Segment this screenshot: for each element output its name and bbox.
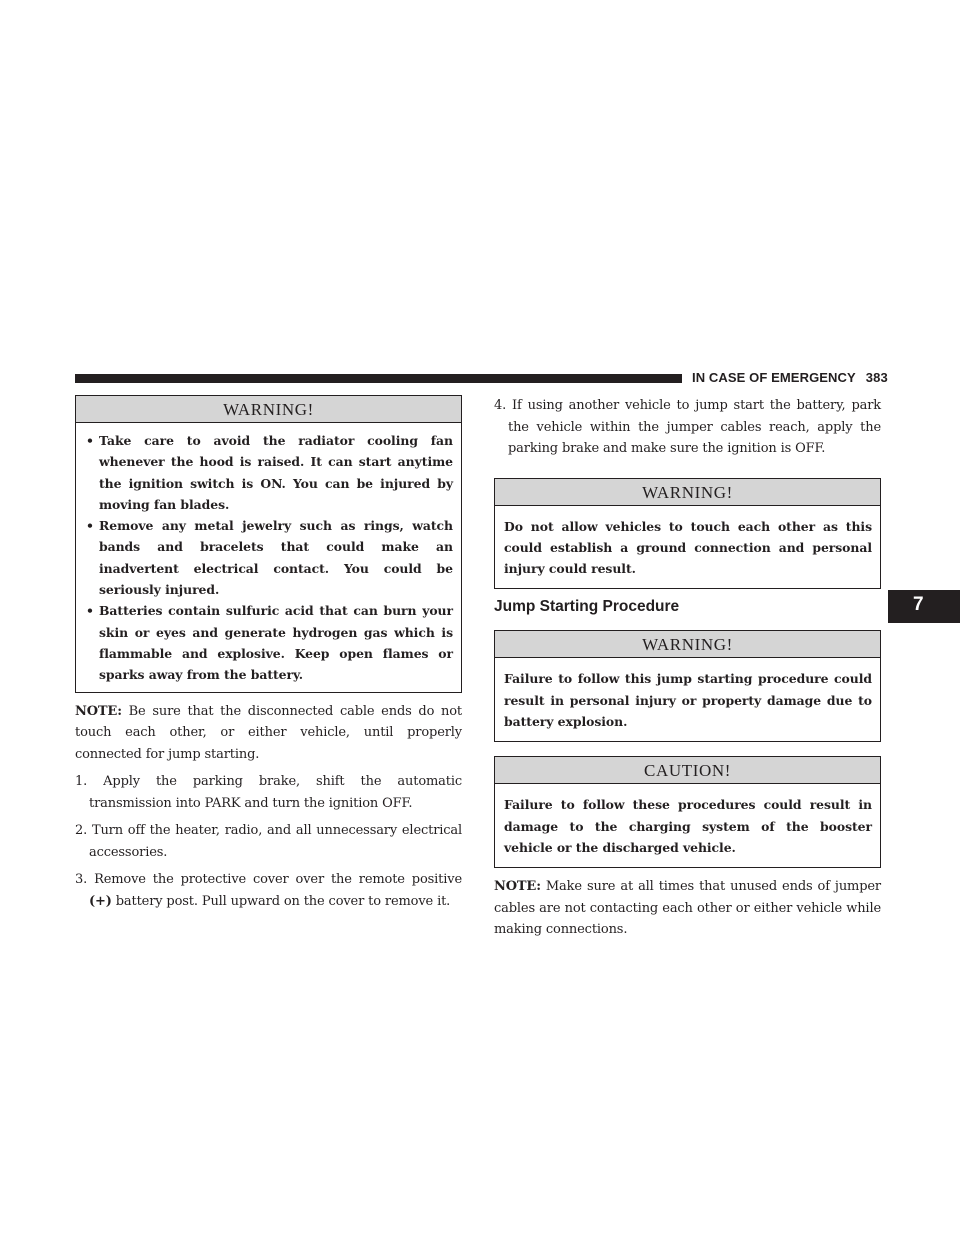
warning-heading: WARNING!: [76, 396, 461, 423]
step-1: 1. Apply the parking brake, shift the automatic transmission into PARK and turn the ignition OFF.: [75, 774, 462, 811]
step-3: 3. Remove the protective cover over the remote positive (+) battery post. Pull upward on the cover to remove it.: [75, 872, 462, 909]
warning-heading: WARNING!: [495, 631, 880, 658]
warning-body: Failure to follow this jump starting procedure could result in personal injury or property damage due to battery explosion.: [504, 671, 872, 729]
bullet-icon: •: [86, 518, 94, 534]
step-4: 4. If using another vehicle to jump start the battery, park the vehicle within the jumper cables reach, apply the parking brake and make sure the ignition is OFF.: [494, 398, 882, 456]
running-header: [692, 370, 888, 385]
note-paragraph: NOTE: Be sure that the disconnected cable ends do not touch each other, or either vehicle, until properly connected for jump starting.: [75, 703, 462, 762]
list-item: • Remove any metal jewelry such as rings, watch bands and bracelets that could make an inadvertent electrical contact. You could be seriously injured.: [85, 515, 453, 600]
left-column: [75, 395, 462, 912]
chapter-tab: [888, 590, 960, 623]
warning-box-contact: [494, 478, 881, 590]
note-label: NOTE:: [75, 703, 122, 719]
header-rule: [75, 374, 682, 383]
warning-body: Do not allow vehicles to touch each other as this could establish a ground connection and personal injury could result.: [504, 518, 872, 577]
warning-heading: WARNING!: [495, 479, 880, 506]
list-item: • Batteries contain sulfuric acid that can burn your skin or eyes and generate hydrogen gas which is flammable and explosive. Keep open flames or sparks away from the battery.: [85, 600, 453, 685]
note-paragraph: NOTE: Make sure at all times that unused ends of jumper cables are not contacting each other or either vehicle while making connections.: [494, 879, 881, 938]
warning-box-procedure: [494, 630, 881, 742]
caution-body: Failure to follow these procedures could result in damage to the charging system of the booster vehicle or the discharged vehicle.: [504, 797, 872, 855]
chapter-number: 7: [913, 594, 924, 615]
step-2: 2. Turn off the heater, radio, and all unnecessary electrical accessories.: [75, 823, 463, 860]
bullet-icon: •: [86, 433, 94, 448]
warning-body: [76, 423, 461, 692]
note-label: NOTE:: [494, 879, 541, 895]
right-column: [494, 395, 881, 941]
page-number: 383: [865, 370, 888, 385]
bullet-icon: •: [86, 603, 94, 619]
warning-box: [75, 395, 462, 693]
list-item: • Take care to avoid the radiator cooling fan whenever the hood is raised. It can start anytime the ignition switch is ON. You can be injured by moving fan blades.: [85, 430, 453, 515]
section-name: IN CASE OF EMERGENCY: [692, 370, 856, 385]
section-heading: Jump Starting Procedure: [494, 598, 680, 616]
caution-box: [494, 756, 881, 868]
warning-bullet-list: [85, 430, 453, 686]
caution-heading: CAUTION!: [495, 757, 880, 784]
